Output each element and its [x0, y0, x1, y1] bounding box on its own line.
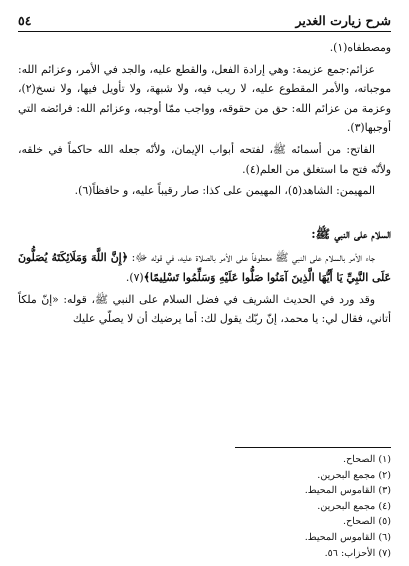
page-number: ٥٤ [18, 12, 32, 28]
paragraph-muhaymin: المهيمن: الشاهد(٥)، المهيمن على كذا: صار رقيباً عليه، و حافظاً(٦). [74, 184, 375, 198]
running-title: شرح زيارت الغدير [295, 12, 391, 28]
quran-verse: ﴿إِنَّ اللَّهَ وَمَلَائِكَتَهُ يُصَلُّونَ عَلَى النَّبِيِّ يَا أَيُّهَا الَّذِينَ آمَنُوا صَلُّوا عَلَيْهِ وَسَلِّمُوا تَسْلِيمًا﴾ [18, 251, 391, 284]
footnote-item: (٦) القاموس المحيط. [304, 531, 391, 543]
footnote-item: (٢) مجمع البحرين. [317, 469, 391, 481]
footnote-item: (١) الصحاح. [343, 454, 391, 465]
section-heading: السلام على النبي ﷺ: [311, 226, 391, 241]
paragraph-azaim: عزائم:جمع عزيمة: وهي إرادة الفعل، والقطع عليه، والجد في الأمر، وعزائم الله: موجباته، والأمر المقطوع عليه، لا ريب فيه، ولا شبهة، ولا تأويل فيها، ولا نسخ(٢)، وعزمة من عزائم الله: حق من حقوقه، وواجب ممّا أوجبه، وعزائم الله: فرائضه التي أوجبها(٣). [18, 62, 391, 135]
paragraph-salam-command [18, 248, 391, 287]
salam-text-start: جاء الأمر بالسلام على النبي ﷺ معطوفاً على الأمر بالصلاة عليه، في قوله ﷻ: [127, 251, 375, 265]
paragraph-fatih: الفاتح: من أسمائه ﷺ، لفتحه أبواب الإيمان، ولأنّه جعله الله حاكماً في خلقه، ولأنّه فتح ما استغلق من العلم(٤). [18, 142, 391, 176]
page-header [18, 10, 391, 30]
footnote-item: (٣) القاموس المحيط. [304, 485, 391, 497]
paragraph-mustafa: ومصطفاه(١). [329, 41, 391, 54]
header-divider [18, 31, 391, 32]
footnote-item: (٧) الأحزاب: ٥٦. [324, 547, 391, 559]
main-text [18, 38, 391, 329]
footnote-ref-7: (٧). [125, 270, 144, 284]
footnote-divider [235, 447, 391, 448]
footnotes [18, 452, 391, 561]
footnote-item: (٥) الصحاح. [343, 516, 391, 528]
footnote-item: (٤) مجمع البحرين. [317, 500, 391, 512]
paragraph-hadith: وقد ورد في الحديث الشريف في فضل السلام على النبي ﷺ، قوله: «إنّ ملكاً أتاني، فقال لي: يا محمد، إنّ ربّك يقول لك: أما يرضيك أن لا يصلّي عليك [18, 292, 391, 326]
